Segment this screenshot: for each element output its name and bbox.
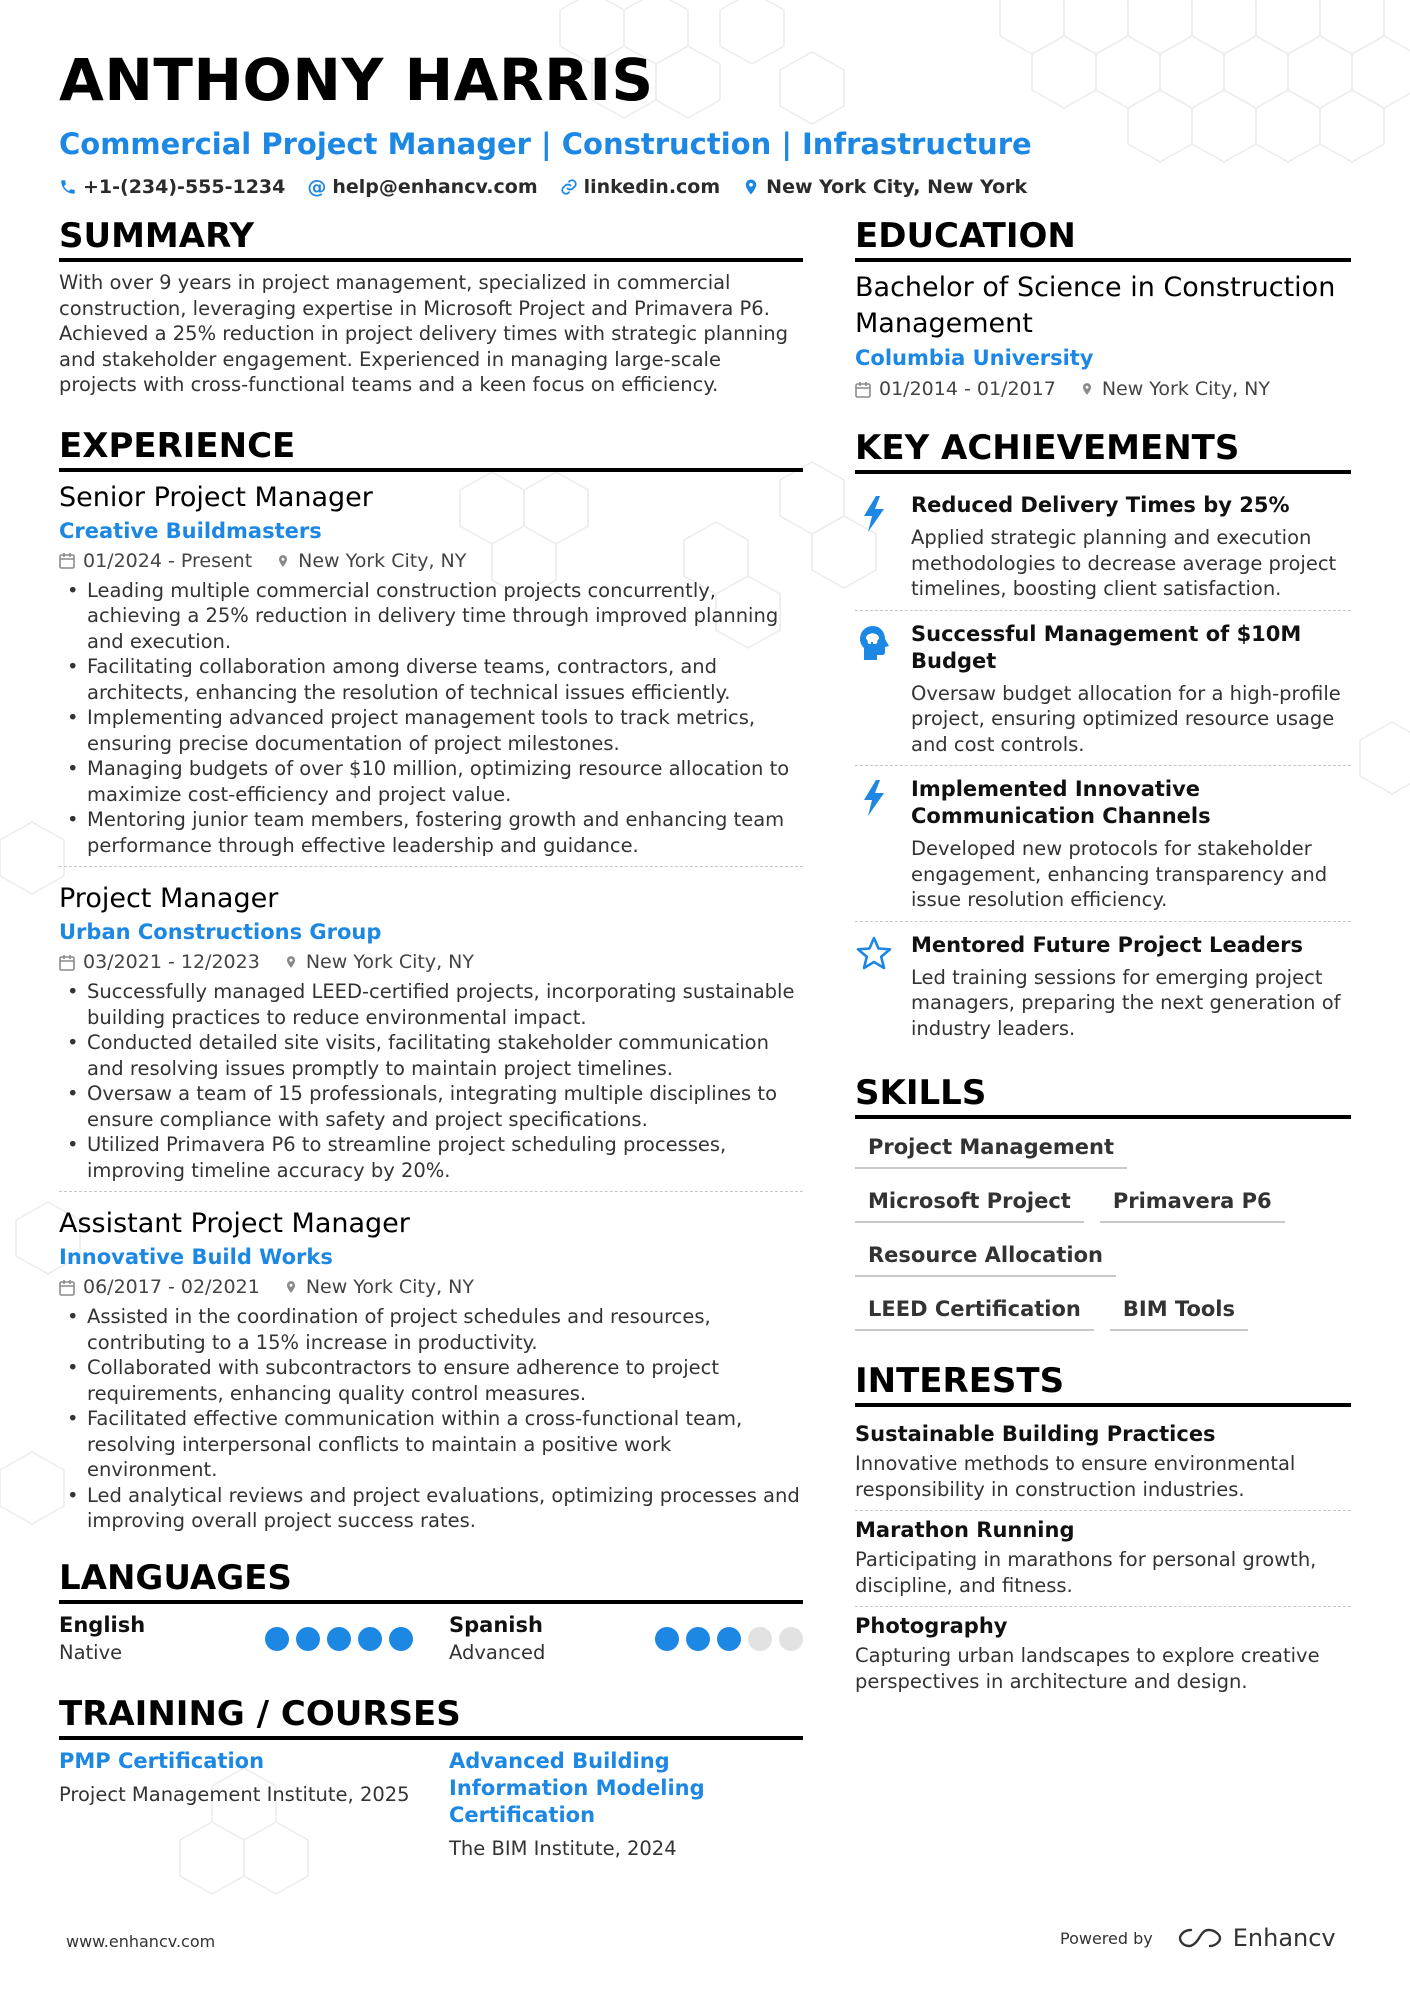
job-bullet: • Conducted detailed site visits, facilitating stakeholder communication and resolving issues promptly to maintain project timelines.	[59, 1030, 803, 1081]
course-org: The BIM Institute, 2024	[449, 1836, 677, 1860]
achievement-desc: Led training sessions for emerging project managers, preparing the next generation of industry leaders.	[911, 965, 1341, 1040]
language-name: Spanish	[449, 1612, 543, 1637]
job-dates-text: 01/2024 - Present	[83, 549, 253, 572]
job-title: Senior Project Manager	[59, 481, 373, 513]
language-rating	[655, 1627, 803, 1651]
rating-dot-empty	[779, 1627, 803, 1651]
job-meta	[59, 1272, 803, 1302]
skill-tag: LEED Certification	[855, 1291, 1094, 1331]
job-bullet: • Facilitating collaboration among diverse teams, contractors, and architects, enhancing the resolution of technical issues efficiently.	[59, 654, 803, 705]
interest-item	[855, 1415, 1351, 1511]
job-company: Urban Constructions Group	[59, 920, 382, 944]
candidate-title: Commercial Project Manager | Construction | Infrastructure	[59, 127, 1032, 161]
contact-email[interactable]	[307, 176, 537, 198]
languages-section	[59, 1556, 803, 1666]
training-heading: TRAINING / COURSES	[59, 1692, 803, 1740]
skills-list	[855, 1129, 1351, 1331]
job-bullet: • Successfully managed LEED-certified projects, incorporating sustainable building practices to reduce environmental impact.	[59, 979, 803, 1030]
rating-dot-filled	[655, 1627, 679, 1651]
achievement-title: Reduced Delivery Times by 25%	[911, 493, 1290, 517]
summary-heading: SUMMARY	[59, 214, 803, 262]
course-item	[59, 1748, 413, 1862]
summary-section	[59, 214, 803, 398]
resume-header	[59, 44, 1359, 198]
job-bullet: • Leading multiple commercial construction projects concurrently, achieving a 25% reduction in delivery time through improved planning and execution.	[59, 578, 803, 655]
job-entry	[59, 480, 803, 868]
job-bullet: • Collaborated with subcontractors to ensure adherence to project requirements, enhancing quality control measures.	[59, 1355, 803, 1406]
brand-name: Enhancv	[1232, 1924, 1336, 1952]
job-dates-text: 06/2017 - 02/2021	[83, 1276, 260, 1298]
course-item	[449, 1748, 803, 1862]
contact-phone[interactable]	[59, 176, 285, 198]
rating-dot-filled	[389, 1627, 413, 1651]
interest-title: Marathon Running	[855, 1518, 1075, 1542]
job-bullet: • Mentoring junior team members, fostering growth and enhancing team performance through effective leadership and guidance.	[59, 807, 803, 858]
course-org: Project Management Institute, 2025	[59, 1782, 410, 1806]
job-bullet: • Utilized Primavera P6 to streamline project scheduling processes, improving timeline accuracy by 20%.	[59, 1132, 803, 1183]
phone-icon	[59, 178, 77, 196]
location-text: New York City, New York	[766, 176, 1028, 198]
enhancv-logo[interactable]	[1177, 1924, 1336, 1952]
calendar-icon	[59, 954, 75, 971]
experience-heading: EXPERIENCE	[59, 424, 803, 472]
job-location-text: New York City, NY	[305, 951, 474, 973]
training-section	[59, 1692, 803, 1862]
education-location	[1080, 374, 1270, 404]
job-dates-text: 03/2021 - 12/2023	[83, 951, 260, 973]
location-pin-icon	[1080, 380, 1094, 398]
job-entry	[59, 1206, 803, 1542]
job-dates	[59, 546, 252, 576]
skill-tag: Resource Allocation	[855, 1237, 1116, 1277]
achievement-desc: Applied strategic planning and execution methodologies to decrease average project timelines, boosting client satisfaction.	[911, 526, 1337, 600]
education-dates-text: 01/2014 - 01/2017	[879, 378, 1056, 400]
language-level: Native	[59, 1640, 123, 1664]
lightning-icon	[855, 776, 893, 913]
education-location-text: New York City, NY	[1101, 378, 1270, 400]
job-location	[284, 947, 474, 977]
achievement-item	[855, 922, 1351, 1050]
job-bullet: • Led analytical reviews and project evaluations, optimizing processes and improving overall project success rates.	[59, 1483, 803, 1534]
interest-desc: Participating in marathons for personal growth, discipline, and fitness.	[855, 1548, 1317, 1597]
location-pin-icon	[742, 178, 760, 196]
job-title: Assistant Project Manager	[59, 1208, 410, 1239]
footer-website[interactable]: www.enhancv.com	[66, 1932, 216, 1951]
language-level: Advanced	[449, 1640, 546, 1664]
job-company: Creative Buildmasters	[59, 518, 322, 543]
interest-item	[855, 1607, 1351, 1702]
job-location-text: New York City, NY	[298, 549, 467, 572]
powered-by-text: Powered by	[1060, 1928, 1153, 1948]
language-name: English	[59, 1612, 146, 1637]
language-item	[449, 1612, 803, 1666]
job-location-text: New York City, NY	[305, 1276, 474, 1298]
rating-dot-filled	[296, 1627, 320, 1651]
interest-title: Sustainable Building Practices	[855, 1422, 1216, 1446]
brain-head-icon	[855, 621, 893, 758]
achievement-title: Mentored Future Project Leaders	[911, 932, 1303, 957]
left-column	[59, 214, 803, 1862]
achievements-heading: KEY ACHIEVEMENTS	[855, 426, 1351, 474]
job-bullets	[59, 578, 803, 859]
contact-linkedin[interactable]	[560, 176, 721, 198]
achievement-desc: Developed new protocols for stakeholder engagement, enhancing transparency and issue resolution efficiency.	[911, 837, 1328, 911]
course-title: PMP Certification	[59, 1748, 265, 1773]
candidate-name: ANTHONY HARRIS	[59, 46, 654, 114]
location-pin-icon	[276, 552, 290, 570]
skill-tag: Microsoft Project	[855, 1183, 1084, 1223]
job-location	[276, 546, 466, 576]
calendar-icon	[59, 1279, 75, 1296]
job-bullet: • Assisted in the coordination of project schedules and resources, contributing to a 15% increase in productivity.	[59, 1304, 803, 1355]
education-dates	[855, 374, 1056, 404]
experience-section	[59, 424, 803, 1542]
achievement-item	[855, 611, 1351, 767]
job-bullet: • Managing budgets of over $10 million, optimizing resource allocation to maximize cost-efficiency and project value.	[59, 756, 803, 807]
job-meta	[59, 947, 803, 977]
job-bullets	[59, 1304, 803, 1534]
courses-list	[59, 1748, 803, 1862]
lightning-icon	[855, 492, 893, 602]
calendar-icon	[59, 552, 75, 569]
interest-title: Photography	[855, 1614, 1008, 1638]
rating-dot-filled	[686, 1627, 710, 1651]
skill-tag: Primavera P6	[1100, 1183, 1285, 1223]
email-text: help@enhancv.com	[332, 176, 538, 198]
contact-info	[59, 176, 1359, 198]
location-pin-icon	[284, 1278, 298, 1296]
achievement-title: Implemented Innovative Communication Channels	[911, 777, 1211, 828]
skills-heading: SKILLS	[855, 1071, 1351, 1119]
education-school: Columbia University	[855, 346, 1094, 370]
job-bullets	[59, 979, 803, 1183]
achievement-item	[855, 482, 1351, 611]
rating-dot-filled	[358, 1627, 382, 1651]
interests-section	[855, 1359, 1351, 1702]
interest-desc: Innovative methods to ensure environmental responsibility in construction industries.	[855, 1452, 1296, 1501]
achievement-desc: Oversaw budget allocation for a high-profile project, ensuring optimized resource usage and cost controls.	[911, 681, 1341, 756]
course-title: Advanced Building Information Modeling Certification	[449, 1748, 705, 1827]
at-icon: @	[307, 176, 327, 198]
job-entry	[59, 881, 803, 1192]
location-pin-icon	[284, 953, 298, 971]
calendar-icon	[855, 381, 871, 398]
star-icon	[855, 932, 893, 1042]
skill-tag: Project Management	[855, 1129, 1127, 1169]
job-bullet: • Facilitated effective communication within a cross-functional team, resolving interpersonal conflicts to maintain a positive work environment.	[59, 1406, 803, 1483]
education-heading: EDUCATION	[855, 214, 1351, 262]
job-bullet: • Oversaw a team of 15 professionals, integrating multiple disciplines to ensure compliance with safety and project specifications.	[59, 1081, 803, 1132]
job-location	[284, 1272, 474, 1302]
languages-list	[59, 1612, 803, 1666]
job-meta	[59, 546, 803, 576]
right-column	[855, 214, 1351, 1702]
achievements-section	[855, 426, 1351, 1049]
linkedin-text: linkedin.com	[583, 176, 721, 198]
skill-tag: BIM Tools	[1110, 1291, 1248, 1331]
summary-text: With over 9 years in project management, specialized in commercial construction, leveraging expertise in Microsoft Project and Primavera P6. Achieved a 25% reduction in project delivery times with strategic planning and stakeholder engagement. Experienced in managing large-scale projects with cross-functional teams and a keen focus on efficiency.	[59, 271, 788, 396]
enhancv-logo-icon	[1177, 1926, 1223, 1950]
achievement-item	[855, 766, 1351, 922]
interest-desc: Capturing urban landscapes to explore creative perspectives in architecture and design.	[855, 1644, 1320, 1693]
job-company: Innovative Build Works	[59, 1245, 333, 1269]
education-degree: Bachelor of Science in Construction Management	[855, 272, 1336, 339]
education-section	[855, 214, 1351, 404]
rating-dot-empty	[748, 1627, 772, 1651]
rating-dot-filled	[327, 1627, 351, 1651]
rating-dot-filled	[265, 1627, 289, 1651]
interest-item	[855, 1511, 1351, 1607]
job-dates	[59, 1272, 260, 1302]
link-icon	[560, 178, 578, 196]
interests-heading: INTERESTS	[855, 1359, 1351, 1407]
education-meta	[855, 374, 1351, 404]
footer-branding	[1060, 1924, 1336, 1952]
phone-text: +1-(234)-555-1234	[83, 176, 286, 198]
language-item	[59, 1612, 413, 1666]
achievement-title: Successful Management of $10M Budget	[911, 621, 1302, 673]
job-bullet: • Implementing advanced project management tools to track metrics, ensuring precise documentation of project milestones.	[59, 705, 803, 756]
skills-section	[855, 1071, 1351, 1331]
job-title: Project Manager	[59, 883, 279, 914]
language-rating	[265, 1627, 413, 1651]
rating-dot-filled	[717, 1627, 741, 1651]
contact-location	[742, 176, 1027, 198]
job-dates	[59, 947, 260, 977]
languages-heading: LANGUAGES	[59, 1556, 803, 1604]
